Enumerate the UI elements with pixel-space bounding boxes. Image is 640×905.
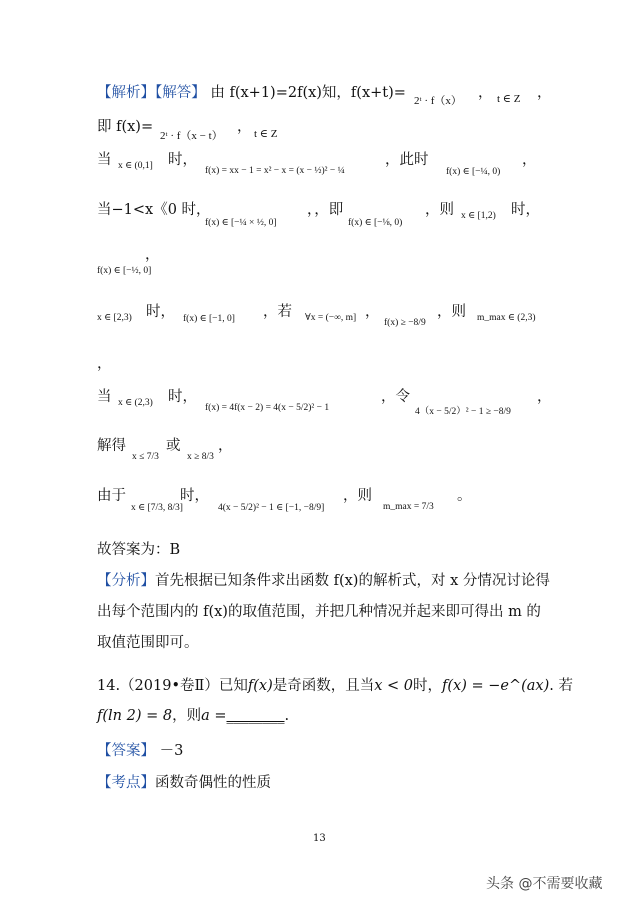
- question-text-3: . 若: [549, 678, 573, 694]
- question-def: f(x) = −e^(ax): [442, 678, 550, 694]
- answer-blank: ________: [226, 708, 285, 724]
- line4-text: 当−1<x《0 时，: [97, 202, 211, 218]
- line9-sol2: x ≥ 8/3: [187, 452, 214, 462]
- line8-ling: ，令: [381, 389, 410, 405]
- line3-when: 当: [97, 152, 112, 168]
- line10-range: 4(x − 5/2)² − 1 ∈ [−1, −8/9]: [218, 503, 325, 513]
- line3-range: f(x) ∈ [−¼, 0): [446, 167, 501, 177]
- answer-value: －3: [159, 743, 184, 759]
- line8-when: 当: [97, 389, 112, 405]
- line10-shi: 时，: [180, 488, 209, 504]
- line6-range: f(x) ∈ [−1, 0]: [183, 314, 235, 324]
- question-text-2: 时，: [413, 678, 443, 694]
- line9-jiede: 解得: [97, 438, 126, 454]
- answer-line: 故答案为：B: [97, 542, 181, 558]
- line9-huo: 或: [166, 438, 181, 454]
- question-text-4: ，则: [172, 708, 202, 724]
- question-text-5: .: [284, 708, 290, 724]
- kaodian-row: [97, 771, 271, 792]
- line8-domain: x ∈ (2,3): [118, 398, 153, 408]
- line4-domain: x ∈ [1,2): [461, 211, 496, 221]
- line5-comma: ，: [145, 247, 160, 263]
- line4-shi: 时，: [511, 202, 540, 218]
- fenxi-tag: 【分析】: [97, 573, 155, 589]
- question-14: [97, 674, 573, 695]
- line4-ji: ，，即: [307, 202, 344, 218]
- line9-end: ，: [218, 438, 233, 454]
- line1-formula: 2ᵗ · f（x）: [414, 95, 462, 107]
- question-given: f(ln 2) = 8: [97, 708, 173, 724]
- line8-shi: 时，: [168, 389, 197, 405]
- line6-cond: f(x) ≥ −8/9: [384, 318, 426, 328]
- line1-text: 由 f(x+1)=2f(x)知，f(x+t)=: [210, 85, 406, 101]
- line3-domain: x ∈ (0,1]: [118, 161, 153, 171]
- question-a: a =: [201, 708, 227, 724]
- line4-ze: ，则: [425, 202, 454, 218]
- line10-youyu: 由于: [97, 488, 126, 504]
- line10-domain: x ∈ [7/3, 8/3]: [131, 503, 183, 513]
- line2-set: t ∈ Z: [254, 128, 278, 140]
- line9-sol1: x ≤ 7/3: [132, 452, 159, 462]
- question-text-1: 是奇函数，且当: [272, 678, 375, 694]
- question-number: 14.（2019•卷Ⅱ）已知: [97, 678, 248, 694]
- line6-comma: ，: [365, 304, 380, 320]
- line10-mmax: m_max = 7/3: [383, 502, 434, 512]
- analysis-tag: 【解析】: [97, 85, 155, 101]
- line2-formula: 2ᵗ · f（x − t）: [160, 130, 223, 142]
- line2-sep: ，: [237, 119, 252, 135]
- question-cond: x < 0: [374, 678, 414, 694]
- line6-mmax: m_max ∈ (2,3): [477, 313, 536, 323]
- line6-forall: ∀x = (−∞, m]: [305, 313, 357, 323]
- question-fx: f(x): [247, 678, 273, 694]
- answer-row: [97, 739, 183, 760]
- line10-ze: ，则: [343, 488, 372, 504]
- line3-cishi: ，此时: [385, 152, 429, 168]
- line3-formula: f(x) = xx − 1 = x² − x = (x − ½)² − ¼: [205, 166, 345, 176]
- kaodian-tag: 【考点】: [97, 775, 155, 791]
- answer-tag: 【答案】: [97, 743, 155, 759]
- line6-ze: ，则: [437, 304, 466, 320]
- line3-shi: 时，: [168, 152, 197, 168]
- line2-text: 即 f(x)=: [97, 119, 154, 135]
- line4-range2: f(x) ∈ [−⅛, 0): [348, 218, 403, 228]
- analysis-note: [97, 566, 552, 659]
- line6-domain: x ∈ [2,3): [97, 313, 132, 323]
- kaodian-text: 函数奇偶性的性质: [155, 775, 271, 791]
- line10-end: 。: [457, 488, 472, 504]
- watermark: 头条 @不需要收藏: [486, 876, 603, 892]
- line8-formula: f(x) = 4f(x − 2) = 4(x − 5/2)² − 1: [205, 403, 330, 413]
- line8-end: ，: [537, 389, 552, 405]
- line1-set: t ∈ Z: [497, 93, 521, 105]
- page-number: 13: [313, 833, 326, 844]
- analysis-note-text: 首先根据已知条件求出函数 f(x)的解析式，对 x 分情况讨论得出每个范围内的 f(x)的取值范围，并把几种情况并起来即可得出 m 的取值范围即可。: [97, 573, 550, 651]
- solution-tag: 【解答】: [155, 85, 206, 101]
- line6-shi: 时，: [146, 304, 175, 320]
- question-14-line2: [97, 704, 289, 725]
- line8-ineq: 4（x − 5/2）² − 1 ≥ −8/9: [415, 407, 511, 417]
- line5-range: f(x) ∈ [−½, 0]: [97, 266, 152, 276]
- line7-comma: ，: [97, 356, 112, 372]
- line3-end: ，: [522, 152, 537, 168]
- line1-sep: ，: [478, 85, 493, 101]
- line1-end: ，: [537, 85, 552, 101]
- analysis-line-1: [97, 81, 406, 102]
- line4-range1: f(x) ∈ [−¼ × ½, 0]: [205, 218, 277, 228]
- line6-ruo: ，若: [263, 304, 292, 320]
